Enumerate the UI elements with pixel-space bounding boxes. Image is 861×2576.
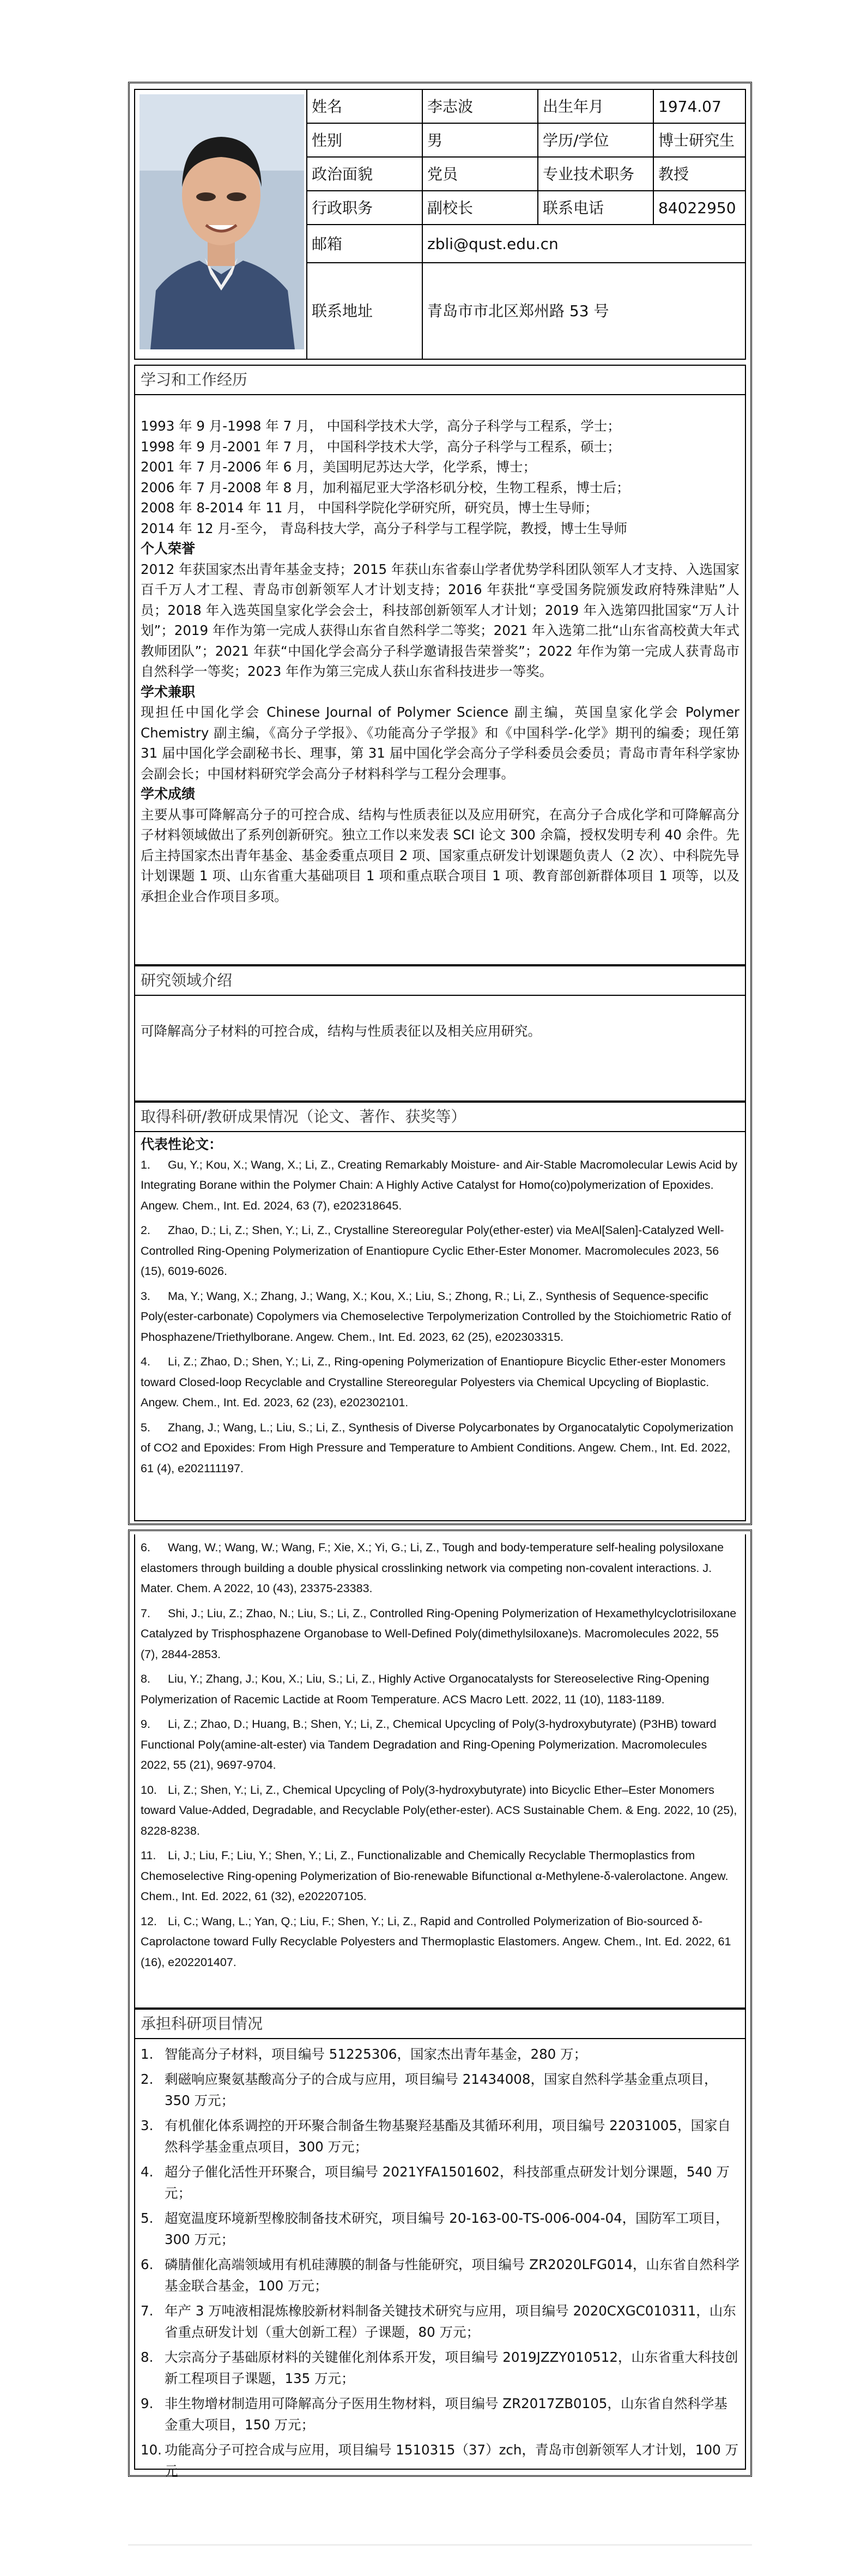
- publications-list-continued: [141, 1538, 739, 1977]
- publications-section: [134, 1102, 746, 1521]
- birth-label: 出生年月: [537, 90, 653, 124]
- publication-number: 3.: [141, 1289, 150, 1303]
- name-value: 李志波: [422, 90, 537, 124]
- publication-text: Li, Z.; Shen, Y.; Li, Z., Chemical Upcycling of Poly(3-hydroxybutyrate) into Bicyclic Ether–Ester Monomers toward Value-Added, Degradable, and Recyclable Poly(ether-ester). ACS Sustainable Chem. & Eng. 2022, 10 (25), 8228-8238.: [141, 1783, 737, 1837]
- publication-item: [141, 1780, 739, 1842]
- publication-text: Liu, Y.; Zhang, J.; Kou, X.; Liu, S.; Li, Z., Highly Active Organocatalysts for Stereoselective Ring-Opening Polymerization of Racemic Lactide at Room Temperature. ACS Macro Lett. 2022, 11 (10), 1183-1189.: [141, 1672, 710, 1706]
- project-item: [141, 2115, 739, 2158]
- publication-number: 12.: [141, 1914, 157, 1928]
- publication-item: [141, 1714, 739, 1776]
- publication-item: [141, 1418, 739, 1479]
- project-number: 7.: [141, 2302, 154, 2319]
- publication-number: 4.: [141, 1355, 150, 1368]
- research-heading: 研究领域介绍: [135, 966, 745, 996]
- profile-table: [134, 89, 746, 360]
- title-label: 专业技术职务: [537, 158, 653, 191]
- phone-value: 84022950: [653, 191, 745, 225]
- project-item: [141, 2161, 739, 2204]
- project-item: [141, 2300, 739, 2343]
- publication-number: 5.: [141, 1420, 150, 1434]
- publication-item: [141, 1669, 739, 1710]
- project-number: 1.: [141, 2046, 154, 2062]
- publication-text: Wang, W.; Wang, W.; Wang, F.; Xie, X.; Yi, G.; Li, Z., Tough and body-temperature self-healing polysiloxane elastomers through building a double physical crosslinking network via competing non-covalent interactions. J. Mater. Chem. A 2022, 10 (43), 23375-23383.: [141, 1541, 724, 1595]
- project-number: 2.: [141, 2071, 154, 2087]
- publication-number: 8.: [141, 1672, 150, 1685]
- project-number: 5.: [141, 2210, 154, 2226]
- experience-item: 1998 年 9 月-2001 年 7 月， 中国科学技术大学，高分子科学与工程系，硕士；: [141, 438, 621, 455]
- project-item: [141, 2347, 739, 2390]
- publication-item: [141, 1155, 739, 1217]
- experience-heading: 学习和工作经历: [135, 366, 745, 395]
- publications-heading: 取得科研/教研成果情况（论文、著作、获奖等）: [135, 1103, 745, 1132]
- publication-text: Li, C.; Wang, L.; Yan, Q.; Liu, F.; Shen, Y.; Li, Z., Rapid and Controlled Polymerization of Bio-sourced δ-Caprolactone toward Fully Recyclable Polyesters and Thermoplastic Elastomers. Angew. Chem., Int. Ed. 2022, 61 (16), e202201407.: [141, 1914, 731, 1969]
- research-text: 可降解高分子材料的可控合成，结构与性质表征以及相关应用研究。: [141, 1023, 541, 1039]
- publication-item: [141, 1604, 739, 1665]
- publication-item: [141, 1352, 739, 1413]
- publication-number: 7.: [141, 1606, 150, 1620]
- project-text: 大宗高分子基础原材料的关键催化剂体系开发，项目编号 2019JZZY010512，山东省重大科技创新工程项目子课题，135 万元；: [165, 2349, 738, 2386]
- project-item: [141, 2254, 739, 2297]
- achievements-text: 主要从事可降解高分子的可控合成、结构与性质表征以及应用研究，在高分子合成化学和可降解高分子材料领域做出了系列创新研究。独立工作以来发表 SCI 论文 300 余篇，授权发明专利 40 余件。先后主持国家杰出青年基金、基金委重点项目 2 项、国家重点研发计划课题负责人（2 次）、中科院先导计划课题 1 项、山东省重大基础项目 1 项和重点联合项目 1 项、教育部创新群体项目 1 项等，以及承担企业合作项目多项。: [141, 806, 739, 904]
- experience-item: 2008 年 8-2014 年 11 月， 中国科学院化学研究所，研究员，博士生导师；: [141, 500, 598, 516]
- publications-list: [141, 1134, 739, 1483]
- publication-text: Zhao, D.; Li, Z.; Shen, Y.; Li, Z., Crystalline Stereoregular Poly(ether-ester) via MeAl[Salen]-Catalyzed Well-Controlled Ring-Opening Polymerization of Enantiopure Cyclic Ether-Ester Monomer. Macromolecules 2023, 56 (15), 6019-6026.: [141, 1224, 724, 1278]
- publication-text: Li, J.; Liu, F.; Liu, Y.; Shen, Y.; Li, Z., Functionalizable and Chemically Recyclable Thermoplastics from Chemoselective Ring-opening Polymerization of Bio-renewable Bifunctional α-Methylene-δ-valerolactone. Angew. Chem., Int. Ed. 2022, 61 (32), e202207105.: [141, 1849, 729, 1903]
- address-label: 联系地址: [306, 263, 422, 359]
- degree-label: 学历/学位: [537, 124, 653, 158]
- project-text: 剩磁响应聚氨基酸高分子的合成与应用，项目编号 21434008，国家自然科学基金重点项目，350 万元；: [165, 2071, 718, 2108]
- projects-section: [134, 2009, 746, 2479]
- publication-number: 2.: [141, 1224, 150, 1237]
- birth-value: 1974.07: [653, 90, 745, 124]
- honors-title: 个人荣誉: [141, 541, 196, 557]
- project-text: 有机催化体系调控的开环聚合制备生物基聚羟基酯及其循环利用，项目编号 22031005，国家自然科学基金重点项目，300 万元；: [165, 2117, 731, 2155]
- research-section: [134, 965, 746, 1102]
- experience-item: 1993 年 9 月-1998 年 7 月， 中国科学技术大学，高分子科学与工程系，学士；: [141, 418, 621, 434]
- projects-list: [141, 2043, 739, 2486]
- publication-item: [141, 1538, 739, 1599]
- project-number: 9.: [141, 2395, 154, 2411]
- degree-value: 博士研究生: [653, 124, 745, 158]
- admin-value: 副校长: [422, 191, 537, 225]
- project-number: 10.: [141, 2441, 162, 2458]
- publication-number: 1.: [141, 1158, 150, 1171]
- resume-page-1: [128, 82, 752, 1525]
- gender-value: 男: [422, 124, 537, 158]
- phone-label: 联系电话: [537, 191, 653, 225]
- project-number: 4.: [141, 2163, 154, 2180]
- publication-item: [141, 1286, 739, 1348]
- projects-heading: 承担科研项目情况: [135, 2010, 745, 2039]
- project-text: 非生物增材制造用可降解高分子医用生物材料，项目编号 ZR2017ZB0105，山东省自然科学基金重大项目，150 万元；: [165, 2395, 727, 2433]
- project-text: 超宽温度环境新型橡胶制备技术研究，项目编号 20-163-00-TS-006-004-04，国防军工项目，300 万元；: [165, 2210, 729, 2247]
- project-text: 磷腈催化高端领域用有机硅薄膜的制备与性能研究，项目编号 ZR2020LFG014，山东省自然科学基金联合基金，100 万元；: [165, 2256, 739, 2294]
- experience-section: [134, 365, 746, 965]
- publication-text: Zhang, J.; Wang, L.; Liu, S.; Li, Z., Synthesis of Diverse Polycarbonates by Organocatalytic Copolymerization of CO2 and Epoxides: From High Pressure and Temperature to Ambient Conditions. Angew. Chem., Int. Ed. 2022, 61 (4), e202111197.: [141, 1420, 733, 1475]
- publication-text: Gu, Y.; Kou, X.; Wang, X.; Li, Z., Creating Remarkably Moisture- and Air-Stable Macromolecular Lewis Acid by Integrating Borane within the Polymer Chain: A Highly Active Catalyst for Homo(co)polymerization of Epoxides. Angew. Chem., Int. Ed. 2024, 63 (7), e202318645.: [141, 1158, 738, 1212]
- project-number: 3.: [141, 2117, 154, 2133]
- project-item: [141, 2393, 739, 2436]
- publication-item: [141, 1846, 739, 1907]
- portrait-image: [140, 94, 304, 349]
- project-number: 8.: [141, 2349, 154, 2365]
- publication-text: Shi, J.; Liu, Z.; Zhao, N.; Liu, S.; Li, Z., Controlled Ring-Opening Polymerization of Hexamethylcyclotrisiloxane Catalyzed by Trisphosphazene Organobase to Well-Defined Poly(dimethylsiloxane)s. Macromolecules 2022, 55 (7), 2844-2853.: [141, 1606, 737, 1661]
- project-text: 功能高分子可控合成与应用，项目编号 1510315（37）zch，青岛市创新领军人才计划，100 万元: [165, 2441, 738, 2479]
- page-footer-divider: [128, 2544, 752, 2545]
- title-value: 教授: [653, 158, 745, 191]
- project-text: 超分子催化活性开环聚合，项目编号 2021YFA1501602，科技部重点研发计划分课题，540 万元；: [165, 2163, 730, 2201]
- politics-value: 党员: [422, 158, 537, 191]
- publication-text: Li, Z.; Zhao, D.; Shen, Y.; Li, Z., Ring-opening Polymerization of Enantiopure Bicyclic Ether-ester Monomers toward Closed-loop Recyclable and Crystalline Stereoregular Polyesters via Chemical Upcycling of Bioplastic. Angew. Chem., Int. Ed. 2023, 62 (23), e202302101.: [141, 1355, 726, 1409]
- publication-number: 9.: [141, 1718, 150, 1731]
- roles-title: 学术兼职: [141, 684, 196, 700]
- publications-continued: [134, 1534, 746, 2009]
- achievements-title: 学术成绩: [141, 786, 196, 802]
- address-value: 青岛市市北区郑州路 53 号: [422, 263, 745, 359]
- profile-photo: [140, 94, 304, 349]
- publication-item: [141, 1912, 739, 1973]
- experience-item: 2006 年 7 月-2008 年 8 月，加利福尼亚大学洛杉矶分校，生物工程系，博士后；: [141, 479, 630, 495]
- honors-text: 2012 年获国家杰出青年基金支持；2015 年获山东省泰山学者优势学科团队领军人才支持、入选国家百千万人才工程、青岛市创新领军人才计划支持；2016 年获批“享受国务院颁发政府特殊津贴”人员；2018 年入选英国皇家化学会会士，科技部创新领军人才计划；2019 年入选第四批国家“万人计划”；2019 年作为第一完成人获得山东省自然科学二等奖；2021 年入选第二批“山东省高校黄大年式教师团队”；2021 年获“中国化学会高分子科学邀请报告荣誉奖”；2022 年作为第一完成人获青岛市自然科学一等奖；2023 年作为第三完成人获山东省科技进步一等奖。: [141, 561, 739, 679]
- publication-text: Ma, Y.; Wang, X.; Zhang, J.; Wang, X.; Kou, X.; Liu, S.; Zhong, R.; Li, Z., Synthesis of Sequence-specific Poly(ester-carbonate) Copolymers via Chemoselective Terpolymerization Controlled by the Stoichiometric Ratio of Phosphazene/Triethylborane. Angew. Chem., Int. Ed. 2023, 62 (25), e202303315.: [141, 1289, 731, 1344]
- email-label: 邮箱: [306, 225, 422, 263]
- project-item: [141, 2208, 739, 2251]
- experience-body: [141, 416, 739, 906]
- project-item: [141, 2439, 739, 2482]
- project-item: [141, 2069, 739, 2112]
- roles-text: 现担任中国化学会 Chinese Journal of Polymer Science 副主编，英国皇家化学会 Polymer Chemistry 副主编，《高分子学报》、《功能高分子学报》和《中国科学-化学》期刊的编委；现任第 31 届中国化学会副秘书长、理事，第 31 届中国化学会高分子学科委员会委员；青岛市青年科学家协会副会长；中国材料研究学会高分子材料科学与工程分会理事。: [141, 704, 739, 782]
- project-text: 智能高分子材料，项目编号 51225306，国家杰出青年基金，280 万；: [165, 2046, 587, 2062]
- name-label: 姓名: [306, 90, 422, 124]
- project-number: 6.: [141, 2256, 154, 2272]
- experience-item: 2001 年 7 月-2006 年 6 月，美国明尼苏达大学，化学系，博士；: [141, 459, 536, 475]
- project-item: [141, 2043, 739, 2065]
- gender-label: 性别: [306, 124, 422, 158]
- publications-title: 代表性论文：: [141, 1136, 223, 1152]
- publication-number: 6.: [141, 1541, 150, 1554]
- experience-item: 2014 年 12 月-至今， 青岛科技大学，高分子科学与工程学院，教授，博士生导师: [141, 520, 628, 536]
- resume-page-2: [128, 1529, 752, 2477]
- publication-number: 10.: [141, 1783, 157, 1797]
- politics-label: 政治面貌: [306, 158, 422, 191]
- project-text: 年产 3 万吨液相混炼橡胶新材料制备关键技术研究与应用，项目编号 2020CXGC010311，山东省重点研发计划（重大创新工程）子课题，80 万元；: [165, 2302, 736, 2340]
- admin-label: 行政职务: [306, 191, 422, 225]
- publication-item: [141, 1220, 739, 1282]
- email-value: zbli@qust.edu.cn: [422, 225, 745, 263]
- publication-number: 11.: [141, 1849, 156, 1862]
- publication-text: Li, Z.; Zhao, D.; Huang, B.; Shen, Y.; Li, Z., Chemical Upcycling of Poly(3-hydroxybutyrate) (P3HB) toward Functional Poly(amine-alt-ester) via Tandem Degradation and Ring-Opening Polymerization. Macromolecules 2022, 55 (21), 9697-9704.: [141, 1718, 717, 1771]
